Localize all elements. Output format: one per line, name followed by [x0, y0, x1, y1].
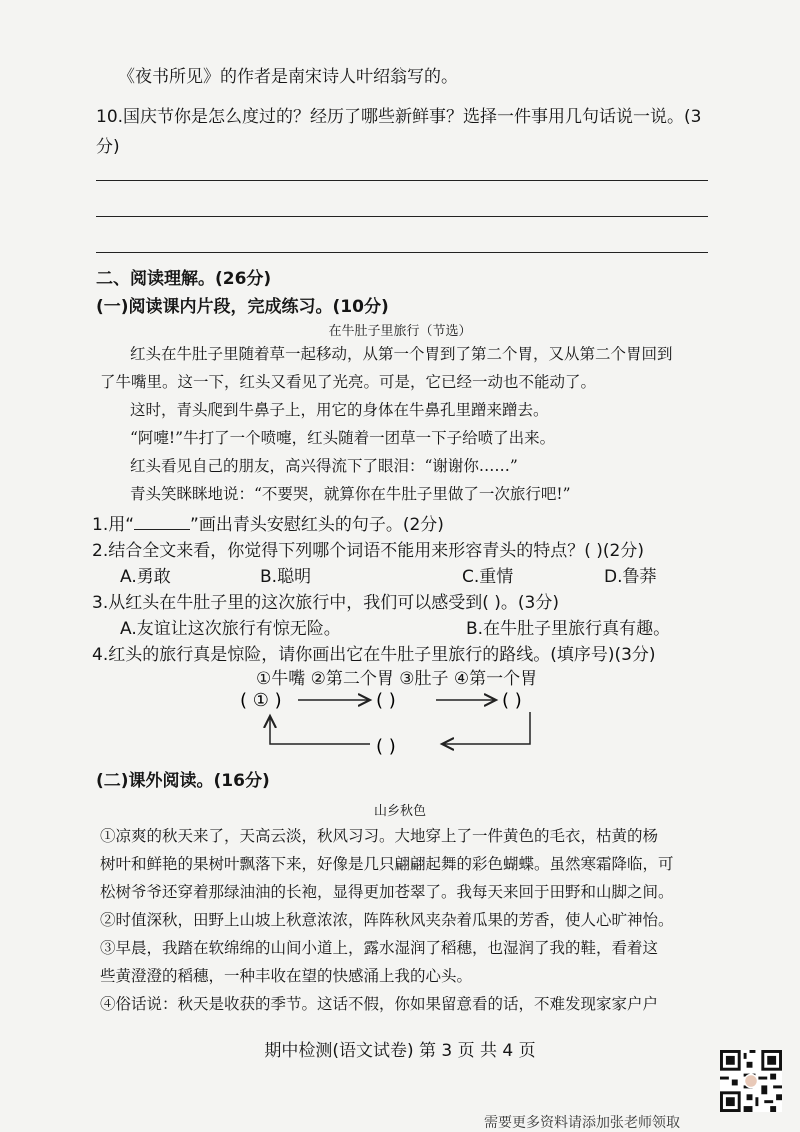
passage-1-line-2: 了牛嘴里。这一下，红头又看见了光亮。可是，它已经一动也不能动了。 — [100, 373, 597, 391]
question-3: 3.从红头在牛肚子里的这次旅行中，我们可以感受到( )。(3分) — [92, 593, 559, 613]
passage-1-line-6: 青头笑眯眯地说：“不要哭，就算你在牛肚子里做了一次旅行吧!” — [130, 485, 571, 503]
page-footer: 期中检测(语文试卷) 第 3 页 共 4 页 — [264, 1041, 536, 1061]
route-box-1[interactable]: ( ① ) — [240, 690, 282, 711]
passage-1-line-5: 红头看见自己的朋友，高兴得流下了眼泪：“谢谢你……” — [130, 457, 518, 475]
part-1-heading: (一)阅读课内片段，完成练习。(10分) — [96, 297, 389, 317]
question-10: 10.国庆节你是怎么度过的？经历了哪些新鲜事？选择一件事用几句话说一说。(3 — [96, 107, 702, 127]
route-box-2[interactable]: ( ) — [376, 690, 396, 711]
q2-option-a[interactable]: A.勇敢 — [120, 567, 171, 587]
answer-line-3[interactable] — [96, 252, 708, 253]
question-4: 4.红头的旅行真是惊险，请你画出它在牛肚子里旅行的路线。(填序号)(3分) — [92, 645, 656, 665]
qr-code-image — [720, 1050, 782, 1112]
passage-2-title: 山乡秋色 — [373, 804, 426, 819]
q3-option-b[interactable]: B.在牛肚子里旅行真有趣。 — [466, 619, 671, 639]
passage-2-line-3: 松树爷爷还穿着那绿油油的长袍，显得更加苍翠了。我每天来回于田野和山脚之间。 — [100, 883, 674, 901]
note-line: 《夜书所见》的作者是南宋诗人叶绍翁写的。 — [118, 67, 458, 87]
question-10-cont: 分) — [96, 137, 120, 157]
arrow-4-1 — [270, 716, 370, 744]
contact-note: 需要更多资料请添加张老师领取 — [484, 1115, 680, 1131]
route-box-4[interactable]: ( ) — [376, 736, 396, 757]
question-2: 2.结合全文来看，你觉得下列哪个词语不能用来形容青头的特点？( )(2分) — [92, 541, 644, 561]
passage-2-line-7: ④俗话说：秋天是收获的季节。这话不假，你如果留意看的话，不难发现家家户户 — [100, 995, 659, 1013]
question-1-text-after: ”画出青头安慰红头的句子。(2分) — [190, 515, 444, 535]
arrow-3-4 — [442, 712, 530, 744]
q4-items: ①牛嘴 ②第二个胃 ③肚子 ④第一个胃 — [256, 669, 538, 689]
passage-2-line-5: ③早晨，我踏在软绵绵的山间小道上，露水湿润了稻穗，也湿润了我的鞋，看着这 — [100, 939, 659, 957]
passage-1-line-4: “阿嚏!”牛打了一个喷嚏，红头随着一团草一下子给喷了出来。 — [130, 429, 556, 447]
question-1-text-before: 1.用“ — [92, 515, 135, 535]
answer-line-2[interactable] — [96, 216, 708, 217]
passage-1-line-3: 这时，青头爬到牛鼻子上，用它的身体在牛鼻孔里蹭来蹭去。 — [130, 401, 549, 419]
passage-2-line-2: 树叶和鲜艳的果树叶飘落下来，好像是几只翩翩起舞的彩色蝴蝶。虽然寒霜降临，可 — [100, 855, 674, 873]
route-diagram — [230, 682, 590, 762]
q2-option-c[interactable]: C.重情 — [462, 567, 514, 587]
route-box-3[interactable]: ( ) — [502, 690, 522, 711]
passage-2-line-1: ①凉爽的秋天来了，天高云淡，秋风习习。大地穿上了一件黄色的毛衣，枯黄的杨 — [100, 827, 659, 845]
underline-marker — [134, 517, 190, 530]
question-1 — [92, 510, 444, 535]
passage-2-line-4: ②时值深秋，田野上山坡上秋意浓浓，阵阵秋风夹杂着瓜果的芳香，使人心旷神怡。 — [100, 911, 674, 929]
answer-line-1[interactable] — [96, 180, 708, 181]
q2-option-b[interactable]: B.聪明 — [260, 567, 312, 587]
section-2-heading: 二、阅读理解。(26分) — [96, 269, 272, 289]
passage-2-line-6: 些黄澄澄的稻穗，一种丰收在望的快感涌上我的心头。 — [100, 967, 473, 985]
q3-option-a[interactable]: A.友谊让这次旅行有惊无险。 — [120, 619, 341, 639]
passage-1-title: 在牛肚子里旅行（节选） — [328, 324, 472, 339]
passage-1-line-1: 红头在牛肚子里随着草一起移动，从第一个胃到了第二个胃，又从第二个胃回到 — [130, 345, 673, 363]
q2-option-d[interactable]: D.鲁莽 — [604, 567, 657, 587]
part-2-heading: (二)课外阅读。(16分) — [96, 771, 270, 791]
